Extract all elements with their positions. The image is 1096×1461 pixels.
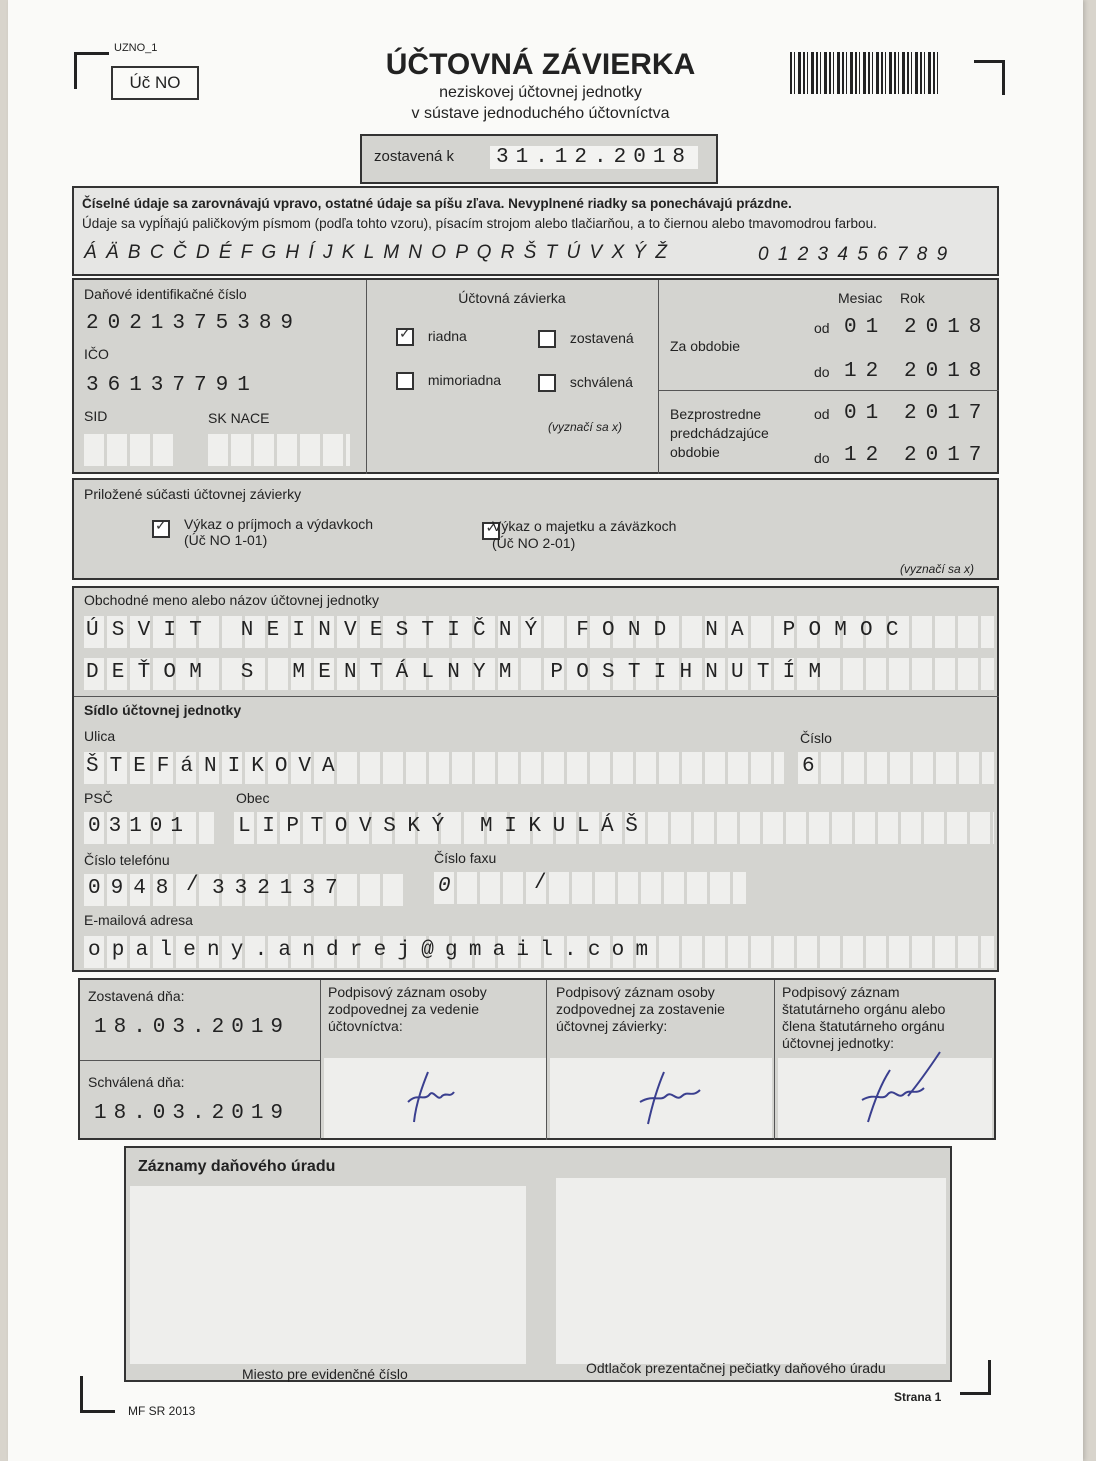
registration-number-caption: Miesto pre evidenčné číslo	[242, 1366, 408, 1382]
current-period-label: Za obdobie	[670, 338, 741, 354]
form-id: Úč NO	[129, 73, 181, 92]
signature-3-area[interactable]	[778, 1058, 992, 1138]
fax-prefix: 0	[438, 875, 460, 898]
attachments-mark-note: (vyznačí sa x)	[900, 562, 975, 576]
signature-1-area[interactable]	[324, 1058, 546, 1138]
option-ordinary[interactable]	[396, 328, 467, 346]
stamp-caption: Odtlačok prezentačnej pečiatky daňového úradu	[586, 1360, 886, 1376]
nace-label: SK NACE	[208, 410, 270, 426]
identification-block	[72, 278, 999, 474]
number-field[interactable]	[798, 752, 994, 784]
attachment-1-line-2: (Úč NO 1-01)	[184, 532, 268, 548]
cur-from-label: od	[814, 320, 830, 336]
prepared-date-box	[360, 134, 718, 184]
instructions-box	[72, 186, 999, 276]
checkbox-ordinary[interactable]	[396, 328, 414, 346]
attachment-2-line-2: (Úč NO 2-01)	[492, 535, 576, 551]
instructions-line-2: Údaje sa vypĺňajú paličkovým písmom (podľa tohto vzoru), písacím strojom alebo tlačiarňou, a to čiernou alebo tmavomodrou farbou.	[82, 216, 877, 231]
prepared-label: zostavená k	[374, 148, 455, 165]
option-approved-label: schválená	[569, 374, 633, 390]
phone-separator: /	[186, 874, 208, 897]
statement-type-title: Účtovná závierka	[458, 290, 566, 306]
cur-to-year[interactable]: 2018	[904, 360, 991, 383]
divider-v-sig1	[320, 980, 321, 1140]
form-page	[8, 0, 1083, 1461]
tax-office-title: Záznamy daňového úradu	[138, 1158, 336, 1175]
page-subtitle-2: v sústave jednoduchého účtovníctva	[411, 105, 670, 122]
prev-to-label: do	[814, 450, 830, 466]
entity-name-label: Obchodné meno alebo názov účtovnej jednotky	[84, 592, 379, 608]
prev-from-month[interactable]: 01	[844, 402, 888, 425]
compiled-date[interactable]: 18.03.2019	[94, 1016, 291, 1039]
corner-mark-bottom-left	[80, 1376, 115, 1413]
sample-digits: 0 1 2 3 4 5 6 7 8 9	[758, 244, 950, 265]
cur-from-year[interactable]: 2018	[904, 316, 991, 339]
dic-label: Daňové identifikačné číslo	[84, 286, 247, 302]
sid-field[interactable]	[84, 434, 176, 466]
city-value: LIPTOVSKÝ MIKULÁŠ	[238, 815, 650, 838]
attachments-title: Priložené súčasti účtovnej závierky	[84, 486, 302, 502]
checkbox-attachment-1[interactable]	[152, 520, 170, 538]
prev-period-label-2: predchádzajúce	[670, 425, 769, 441]
prev-to-month[interactable]: 12	[844, 444, 888, 467]
corner-mark-top-right	[974, 60, 1005, 95]
signatures-block	[78, 978, 996, 1140]
form-id-box	[111, 66, 199, 100]
signature-2-stroke	[630, 1062, 720, 1132]
signature-1-label: Podpisový záznam osoby zodpovednej za vedenie účtovníctva:	[328, 984, 487, 1034]
year-label: Rok	[900, 290, 925, 306]
entity-block	[72, 586, 999, 972]
option-extraordinary-label: mimoriadna	[427, 372, 502, 388]
divider-h-dates	[80, 1060, 320, 1061]
barcode	[790, 52, 940, 94]
corner-mark-bottom-right	[960, 1360, 991, 1395]
footer-code: MF SR 2013	[128, 1404, 196, 1418]
city-label: Obec	[236, 790, 270, 806]
option-ordinary-label: riadna	[427, 328, 467, 344]
cur-to-label: do	[814, 364, 830, 380]
attachments-block	[72, 478, 999, 580]
street-value: ŠTEFáNIKOVA	[86, 755, 346, 778]
tax-office-stamp-area[interactable]	[556, 1178, 946, 1364]
psc-label: PSČ	[84, 790, 113, 806]
entity-name-line-2: DEŤOM S MENTÁLNYM POSTIHNUTÍM	[86, 661, 835, 684]
email-label: E-mailová adresa	[84, 912, 193, 928]
fax-label: Číslo faxu	[434, 850, 497, 866]
email-value: opaleny.andrej@gmail.com	[88, 939, 660, 962]
registration-number-area[interactable]	[130, 1186, 526, 1364]
divider-h-seat	[74, 696, 999, 697]
nace-field[interactable]	[208, 434, 350, 466]
checkbox-approved[interactable]	[538, 374, 556, 392]
divider-v-sig3	[774, 980, 775, 1140]
instructions-line-1: Číselné údaje sa zarovnávajú vpravo, ostatné údaje sa píšu zľava. Nevyplnené riadky sa ponechávajú prázdne.	[82, 196, 792, 211]
signature-3-stroke	[848, 1050, 948, 1130]
divider-v-sig2	[546, 980, 547, 1140]
checkbox-extraordinary[interactable]	[396, 372, 414, 390]
signature-2-area[interactable]	[550, 1058, 772, 1138]
option-compiled[interactable]	[538, 330, 634, 348]
phone-prefix: 0948	[88, 877, 179, 900]
sample-alphabet: Á Ä B C Č D É F G H Í J K L M N O P Q R Š T Ú V X Ý Ž	[84, 242, 669, 263]
entity-name-line-1: ÚSVIT NEINVESTIČNÝ FOND NA POMOC	[86, 619, 912, 642]
corner-mark-top-left	[74, 52, 109, 89]
page-subtitle-1: neziskovej účtovnej jednotky	[439, 84, 642, 101]
prev-to-year[interactable]: 2017	[904, 444, 991, 467]
option-approved[interactable]	[538, 374, 633, 392]
attachment-2-line-1: Výkaz o majetku a záväzkoch	[492, 518, 677, 534]
cur-from-month[interactable]: 01	[844, 316, 888, 339]
divider-v2	[658, 280, 659, 474]
prev-from-label: od	[814, 406, 830, 422]
compiled-date-label: Zostavená dňa:	[88, 988, 185, 1004]
checkbox-compiled[interactable]	[538, 330, 556, 348]
attachment-1-line-1: Výkaz o príjmoch a výdavkoch	[184, 516, 374, 532]
ico-value[interactable]: 36137791	[86, 374, 259, 397]
cur-to-month[interactable]: 12	[844, 360, 888, 383]
approved-date-label: Schválená dňa:	[88, 1074, 185, 1090]
statement-mark-note: (vyznačí sa x)	[548, 420, 623, 434]
signature-1-stroke	[394, 1062, 474, 1132]
divider-h-period	[658, 390, 999, 391]
street-label: Ulica	[84, 728, 116, 744]
number-label: Číslo	[800, 730, 832, 746]
seat-label: Sídlo účtovnej jednotky	[84, 702, 242, 718]
page-title: ÚČTOVNÁ ZÁVIERKA	[385, 48, 696, 81]
phone-label: Číslo telefónu	[84, 852, 170, 868]
sid-label: SID	[84, 408, 108, 424]
prev-period-label-3: obdobie	[670, 444, 720, 460]
ico-label: IČO	[84, 346, 109, 362]
form-code: UZNO_1	[114, 42, 158, 54]
prev-period-label-1: Bezprostredne	[670, 406, 762, 422]
prev-from-year[interactable]: 2017	[904, 402, 991, 425]
divider-v1	[366, 280, 367, 474]
signature-3-label: Podpisový záznam štatutárneho orgánu alebo člena štatutárneho orgánu účtovnej jednotky:	[782, 984, 946, 1051]
prepared-date: 31.12.2018	[490, 146, 698, 169]
phone-number: 332137	[212, 877, 348, 900]
month-label: Mesiac	[838, 290, 883, 306]
psc-value: 03101	[88, 815, 192, 838]
tax-office-block	[124, 1146, 952, 1382]
fax-field[interactable]	[434, 872, 746, 904]
approved-date[interactable]: 18.03.2019	[94, 1102, 291, 1125]
signature-2-label: Podpisový záznam osoby zodpovednej za zostavenie účtovnej závierky:	[556, 984, 725, 1034]
option-compiled-label: zostavená	[569, 330, 634, 346]
number-value: 6	[802, 755, 824, 778]
option-extraordinary[interactable]	[396, 372, 501, 390]
page-number: Strana 1	[894, 1390, 942, 1404]
fax-separator: /	[534, 872, 556, 895]
dic-value[interactable]: 2021375389	[86, 312, 303, 335]
